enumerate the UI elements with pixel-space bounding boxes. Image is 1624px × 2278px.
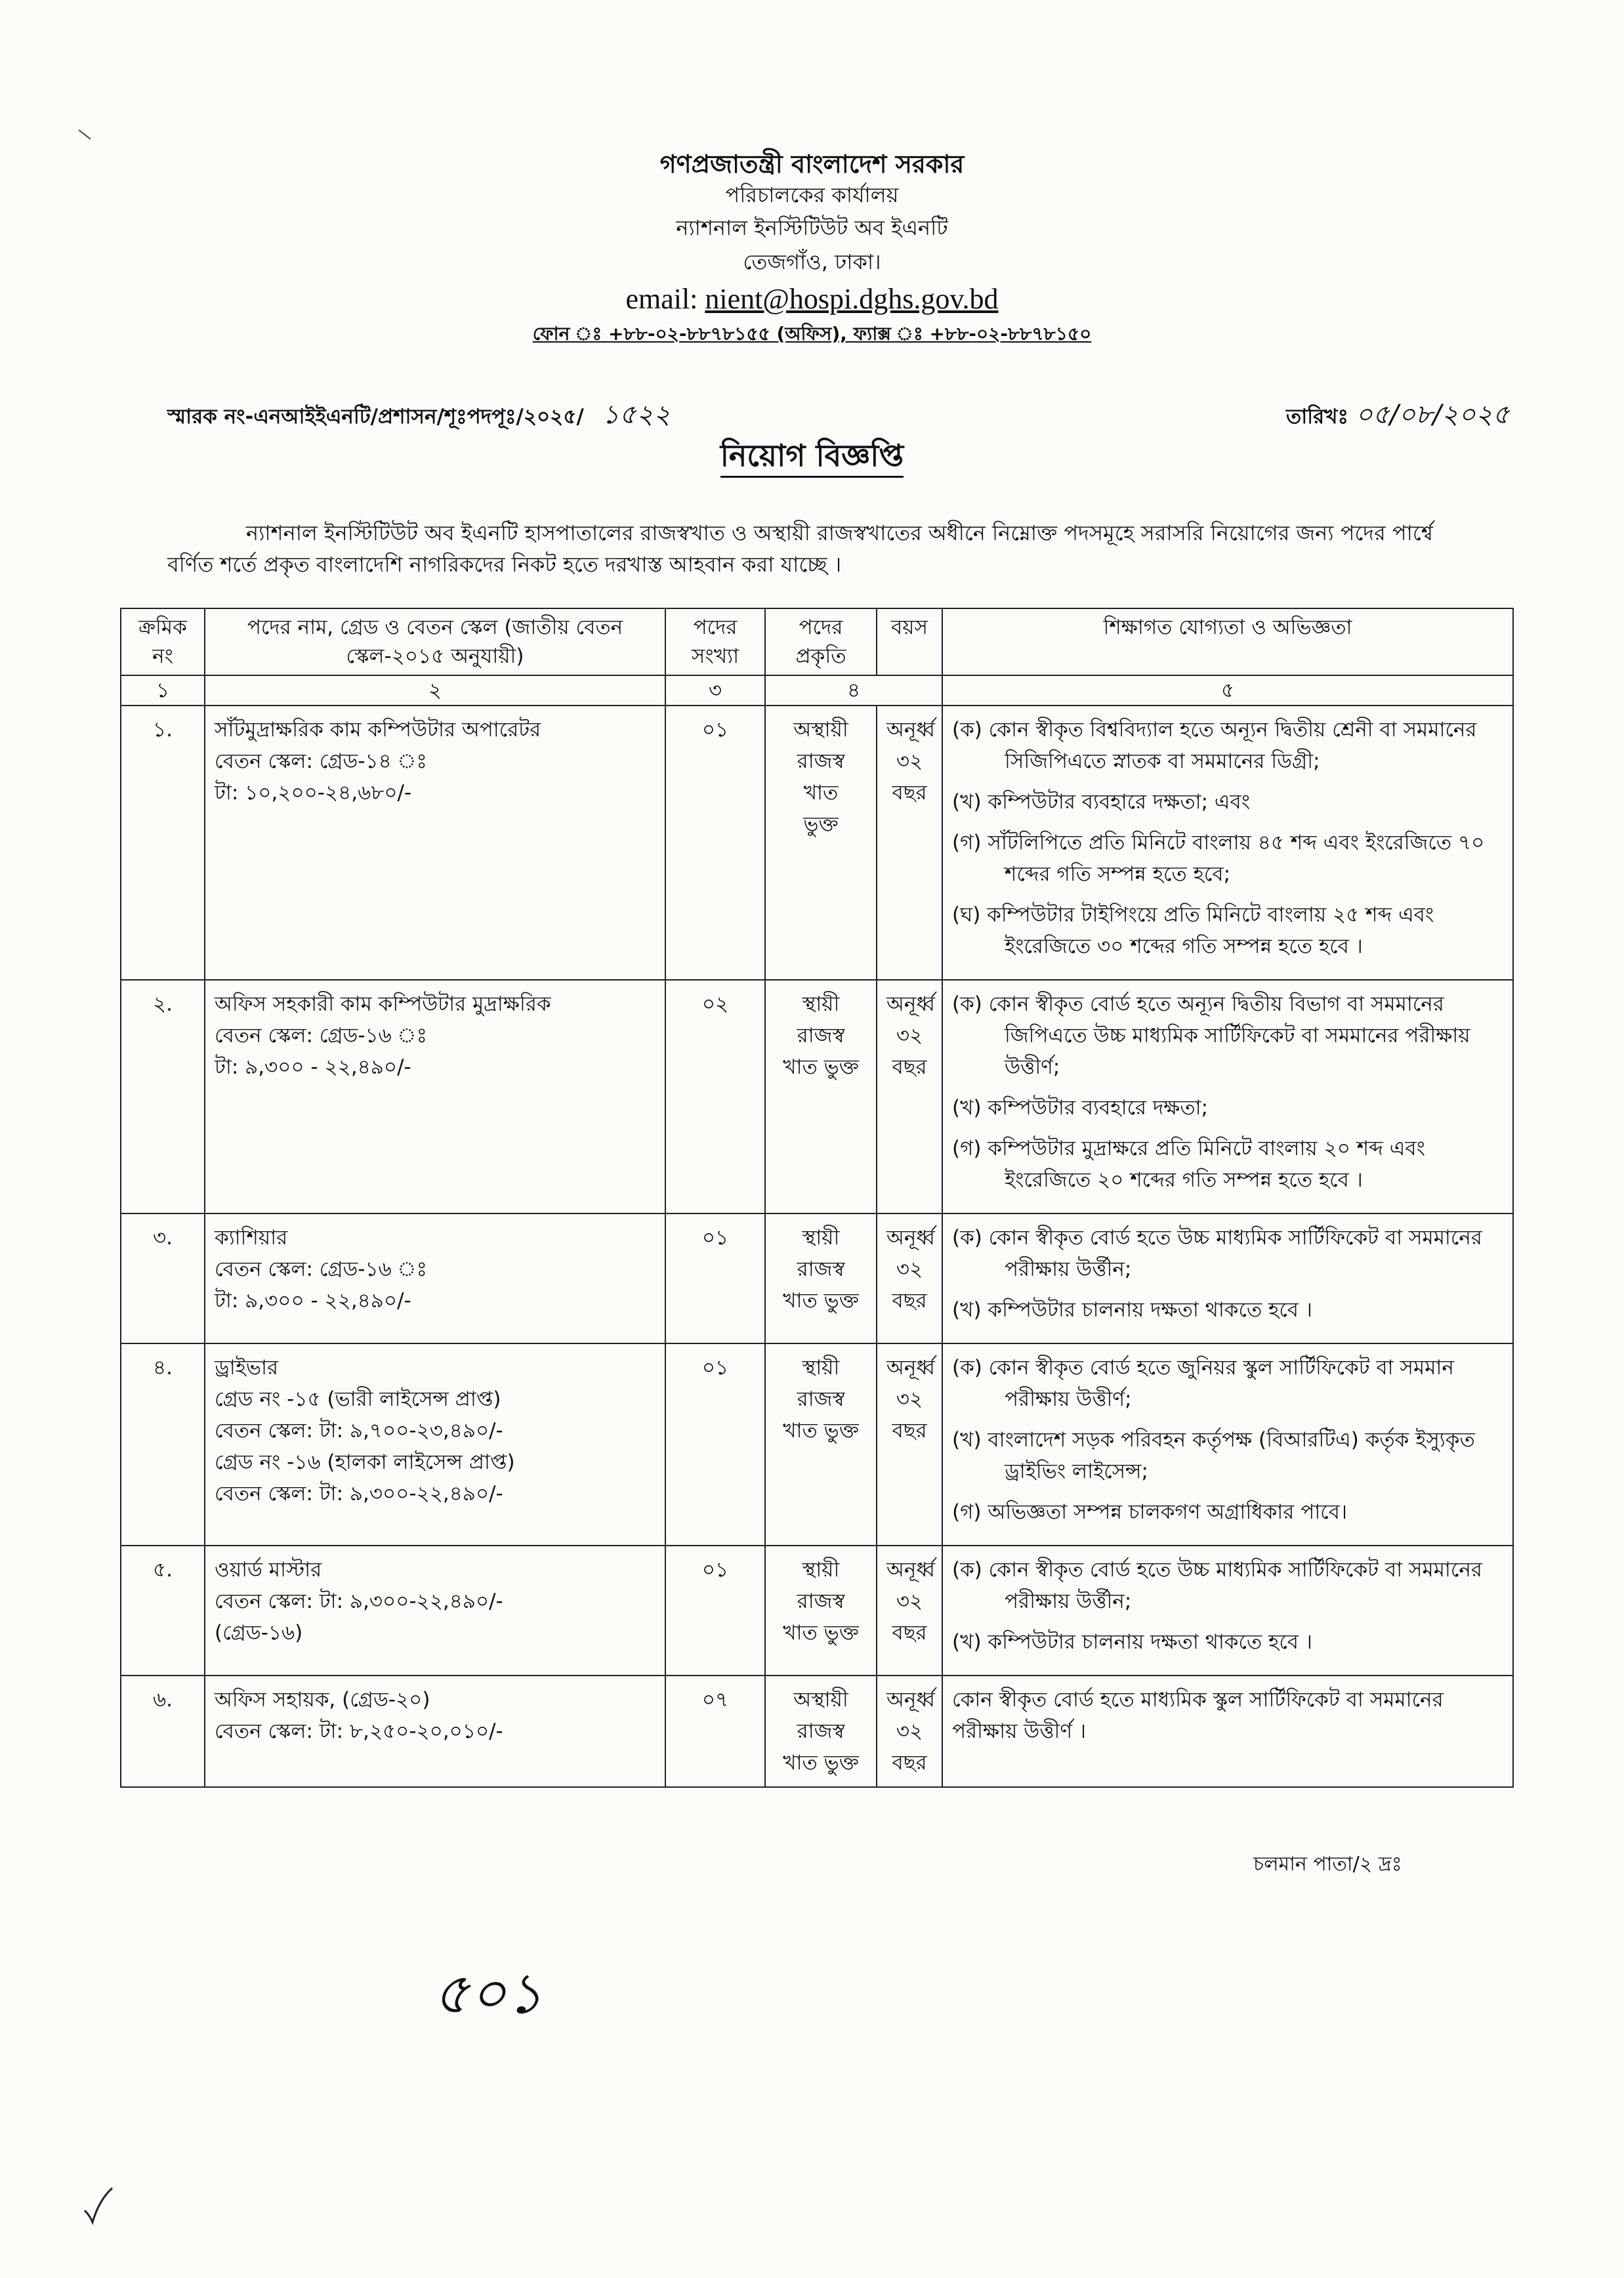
header-count: পদের সংখ্যা [665, 608, 765, 675]
header-qualification: শিক্ষাগত যোগ্যতা ও অভিজ্ঞতা [942, 608, 1513, 675]
column-number: ৫ [942, 675, 1513, 706]
age-line: অনূর্ধ্ব [886, 1356, 935, 1380]
tick-mark [82, 2185, 115, 2225]
age-line: ৩২ [896, 1024, 923, 1047]
post-line: টা: ১০,২০০-২৪,৬৮০/- [215, 781, 412, 805]
post-line: বেতন স্কেল: টা: ৯,৭০০-২৩,৪৯০/- [215, 1419, 503, 1443]
nature-line: স্থায়ী [802, 992, 840, 1016]
row-nature [765, 980, 877, 1213]
row-count: ০১ [665, 706, 765, 980]
table-row [121, 1213, 1513, 1343]
post-line: বেতন স্কেল: টা: ৯,৩০০-২২,৪৯০/- [215, 1482, 503, 1506]
column-number-row [121, 675, 1513, 706]
row-age [877, 706, 942, 980]
row-qualifications [942, 1676, 1513, 1787]
date-label: তারিখঃ [1286, 405, 1349, 429]
age-line: বছর [892, 1751, 927, 1775]
row-post [205, 1676, 665, 1787]
post-line: ক্যাশিয়ার [215, 1226, 288, 1250]
qualification-item: (গ) কম্পিউটার মুদ্রাক্ষরে প্রতি মিনিটে বাংলায় ২০ শব্দ এবং ইংরেজিতে ২০ শব্দের গতি সম্পন্ন হতে হবে । [952, 1137, 1425, 1192]
header-post: পদের নাম, গ্রেড ও বেতন স্কেল (জাতীয় বেতন স্কেল-২০১৫ অনুযায়ী) [205, 608, 665, 675]
nature-line: খাত ভুক্ত [783, 1751, 859, 1775]
nature-line: স্থায়ী [802, 1226, 840, 1250]
table-row [121, 980, 1513, 1213]
row-qualifications [942, 980, 1513, 1213]
qualification-item: কোন স্বীকৃত বোর্ড হতে মাধ্যমিক স্কুল সার্টিফিকেট বা সমমানের পরীক্ষায় উত্তীর্ণ । [952, 1688, 1444, 1743]
row-count: ০৭ [665, 1676, 765, 1787]
post-line: সাঁটমুদ্রাক্ষরিক কাম কম্পিউটার অপারেটর [215, 718, 541, 742]
age-line: অনূর্ধ্ব [886, 992, 935, 1016]
age-line: ৩২ [896, 1387, 923, 1411]
nature-line: রাজস্ব [797, 1590, 845, 1613]
row-age [877, 1343, 942, 1546]
age-line: অনূর্ধ্ব [886, 1226, 935, 1250]
age-line: অনূর্ধ্ব [886, 718, 935, 742]
email-line [0, 282, 1624, 317]
row-post [205, 980, 665, 1213]
qualification-item: (ক) কোন স্বীকৃত বোর্ড হতে জুনিয়র স্কুল সার্টিফিকেট বা সমমান পরীক্ষায় উত্তীর্ণ; [952, 1356, 1454, 1411]
row-age [877, 1676, 942, 1787]
post-line: গ্রেড নং -১৬ (হালকা লাইসেন্স প্রাপ্ত) [215, 1450, 515, 1474]
post-line: বেতন স্কেল: টা: ৯,৩০০-২২,৪৯০/- [215, 1590, 503, 1613]
row-age [877, 1213, 942, 1343]
nature-line: খাত ভুক্ত [783, 1621, 859, 1645]
post-line: গ্রেড নং -১৫ (ভারী লাইসেন্স প্রাপ্ত) [215, 1387, 501, 1411]
memo-ref-number: ১৫২২ [602, 400, 671, 430]
header-age: বয়স [877, 608, 942, 675]
nature-line: খাত [803, 781, 839, 805]
memo-date [1286, 394, 1510, 438]
column-number: ১ [121, 675, 205, 706]
nature-line: রাজস্ব [797, 1387, 845, 1411]
row-serial: ৬. [121, 1676, 205, 1787]
nature-line: স্থায়ী [802, 1356, 840, 1380]
qualification-item: (ঘ) কম্পিউটার টাইপিংয়ে প্রতি মিনিটে বাংলায় ২৫ শব্দ এবং ইংরেজিতে ৩০ শব্দের গতি সম্পন্ন হতে হবে । [952, 903, 1434, 958]
row-post [205, 1213, 665, 1343]
qualification-item: (গ) সাঁটলিপিতে প্রতি মিনিটে বাংলায় ৪৫ শব্দ এবং ইংরেজিতে ৭০ শব্দের গতি সম্পন্ন হতে হবে; [952, 831, 1485, 886]
row-nature [765, 1546, 877, 1676]
qualification-item: (ক) কোন স্বীকৃত বোর্ড হতে উচ্চ মাধ্যমিক সার্টিফিকেট বা সমমানের পরীক্ষায় উর্ত্তীন; [952, 1226, 1482, 1281]
row-age [877, 1546, 942, 1676]
row-nature [765, 706, 877, 980]
nature-line: খাত ভুক্ত [783, 1419, 859, 1443]
row-age [877, 980, 942, 1213]
age-line: বছর [892, 1419, 927, 1443]
institute-name: ন্যাশনাল ইনস্টিটিউট অব ইএনটি [676, 215, 948, 240]
post-line: (গ্রেড-১৬) [215, 1621, 303, 1645]
age-line: অনূর্ধ্ব [886, 1558, 935, 1582]
table-row [121, 706, 1513, 980]
row-count: ০১ [665, 1546, 765, 1676]
post-line: অফিস সহায়ক, (গ্রেড-২০) [215, 1688, 430, 1712]
age-line: বছর [892, 1055, 927, 1079]
govt-heading: গণপ্রজাতন্ত্রী বাংলাদেশ সরকার [659, 150, 965, 179]
nature-line: স্থায়ী [802, 1558, 840, 1582]
qualification-item: (খ) কম্পিউটার চালনায় দক্ষতা থাকতে হবে । [952, 1630, 1312, 1654]
row-qualifications [942, 706, 1513, 980]
post-line: বেতন স্কেল: গ্রেড-১৪ ঃ [215, 749, 427, 773]
age-line: ৩২ [896, 749, 923, 773]
row-serial: ৫. [121, 1546, 205, 1676]
column-number: ৪ [765, 675, 942, 706]
row-nature [765, 1676, 877, 1787]
date-value: ০৫/০৮/২০২৫ [1355, 400, 1510, 430]
age-line: ৩২ [896, 1257, 923, 1281]
continued-page-note: চলমান পাতা/২ দ্রঃ [1253, 1853, 1402, 1876]
notice-title [0, 433, 1624, 483]
row-nature [765, 1213, 877, 1343]
nature-line: রাজস্ব [797, 1719, 845, 1743]
qualification-item: (ক) কোন স্বীকৃত বিশ্ববিদ্যাল হতে অন্যূন দ্বিতীয় শ্রেনী বা সমমানের সিজিপিএতে স্নাতক বা সমমানের ডিগ্রী; [952, 718, 1477, 773]
vacancy-table [120, 608, 1514, 1788]
table-header-row [121, 608, 1513, 675]
table-row [121, 1343, 1513, 1546]
row-qualifications [942, 1343, 1513, 1546]
header-nature: পদের প্রকৃতি [765, 608, 877, 675]
pen-mark [77, 129, 93, 142]
phone-fax-line: ফোন ঃ +৮৮-০২-৮৮৭৮১৫৫ (অফিস), ফ্যাক্স ঃ +৮৮-০২-৮৮৭৮১৫০ [532, 323, 1092, 345]
intro-paragraph: ন্যাশনাল ইনস্টিটিউট অব ইএনটি হাসপাতালের রাজস্বখাত ও অস্থায়ী রাজস্বখাতের অধীনে নিম্নোক্ত পদসমূহে সরাসরি নিয়োগের জন্য পদের পার্শ্বে বর্ণিত শর্তে প্রকৃত বাংলাদেশি নাগরিকদের নিকট হতে দরখাস্ত আহবান করা যাচ্ছে । [167, 520, 1434, 577]
age-line: বছর [892, 1289, 927, 1313]
office-name: পরিচালকের কার্যালয় [725, 182, 899, 207]
nature-line: রাজস্ব [797, 1257, 845, 1281]
table-row [121, 1546, 1513, 1676]
post-line: টা: ৯,৩০০ - ২২,৪৯০/- [215, 1055, 411, 1079]
nature-line: রাজস্ব [797, 1024, 845, 1047]
row-post [205, 1343, 665, 1546]
signature: ৫০১ [433, 1961, 543, 2027]
post-line: বেতন স্কেল: গ্রেড-১৬ ঃ [215, 1024, 427, 1047]
post-line: ড্রাইভার [215, 1356, 278, 1380]
institute-address: তেজগাঁও, ঢাকা। [743, 249, 881, 274]
memo-ref-label: স্মারক নং-এনআইইএনটি/প্রশাসন/শূঃপদপূঃ/২০২৫/ [167, 405, 584, 429]
qualification-item: (খ) কম্পিউটার ব্যবহারে দক্ষতা; এবং [952, 790, 1251, 814]
table-row [121, 1676, 1513, 1787]
row-post [205, 1546, 665, 1676]
age-line: ৩২ [896, 1719, 923, 1743]
age-line: ৩২ [896, 1590, 923, 1613]
age-line: বছর [892, 1621, 927, 1645]
age-line: অনূর্ধ্ব [886, 1688, 935, 1712]
row-serial: ১. [121, 706, 205, 980]
row-serial: ২. [121, 980, 205, 1213]
email-address: nient@hospi.dghs.gov.bd [705, 283, 999, 315]
column-number: ৩ [665, 675, 765, 706]
qualification-item: (খ) কম্পিউটার চালনায় দক্ষতা থাকতে হবে । [952, 1298, 1312, 1322]
post-line: বেতন স্কেল: গ্রেড-১৬ ঃ [215, 1257, 427, 1281]
nature-line: খাত ভুক্ত [783, 1055, 859, 1079]
qualification-item: (খ) বাংলাদেশ সড়ক পরিবহন কর্তৃপক্ষ (বিআরটিএ) কর্তৃক ইস্যুকৃত ড্রাইভিং লাইসেন্স; [952, 1428, 1475, 1483]
row-count: ০১ [665, 1343, 765, 1546]
age-line: বছর [892, 781, 927, 805]
row-post [205, 706, 665, 980]
qualification-item: (ক) কোন স্বীকৃত বোর্ড হতে উচ্চ মাধ্যমিক সার্টিফিকেট বা সমমানের পরীক্ষায় উর্ত্তীন; [952, 1558, 1482, 1613]
column-number: ২ [205, 675, 665, 706]
post-line: টা: ৯,৩০০ - ২২,৪৯০/- [215, 1289, 411, 1313]
row-nature [765, 1343, 877, 1546]
row-serial: ৩. [121, 1213, 205, 1343]
memo-reference [167, 394, 671, 438]
row-count: ০২ [665, 980, 765, 1213]
header-serial: ক্রমিক নং [121, 608, 205, 675]
nature-line: রাজস্ব [797, 749, 845, 773]
qualification-item: (ক) কোন স্বীকৃত বোর্ড হতে অন্যূন দ্বিতীয় বিভাগ বা সমমানের জিপিএতে উচ্চ মাধ্যমিক সার্টিফিকেট বা সমমানের পরীক্ষায় উত্তীর্ণ; [952, 992, 1470, 1079]
row-qualifications [942, 1546, 1513, 1676]
notice-title-text: নিয়োগ বিজ্ঞপ্তি [720, 438, 904, 478]
post-line: অফিস সহকারী কাম কম্পিউটার মুদ্রাক্ষরিক [215, 992, 551, 1016]
row-count: ০১ [665, 1213, 765, 1343]
nature-line: খাত ভুক্ত [783, 1289, 859, 1313]
nature-line: অস্থায়ী [793, 1688, 848, 1712]
row-qualifications [942, 1213, 1513, 1343]
qualification-item: (খ) কম্পিউটার ব্যবহারে দক্ষতা; [952, 1096, 1209, 1120]
nature-line: অস্থায়ী [793, 718, 848, 742]
post-line: বেতন স্কেল: টা: ৮,২৫০-২০,০১০/- [215, 1719, 503, 1743]
nature-line: ভুক্ত [803, 812, 839, 836]
post-line: ওয়ার্ড মাস্টার [215, 1558, 322, 1582]
email-label: email: [625, 283, 705, 315]
row-serial: ৪. [121, 1343, 205, 1546]
qualification-item: (গ) অভিজ্ঞতা সম্পন্ন চালকগণ অগ্রাধিকার পাবে। [952, 1500, 1348, 1524]
